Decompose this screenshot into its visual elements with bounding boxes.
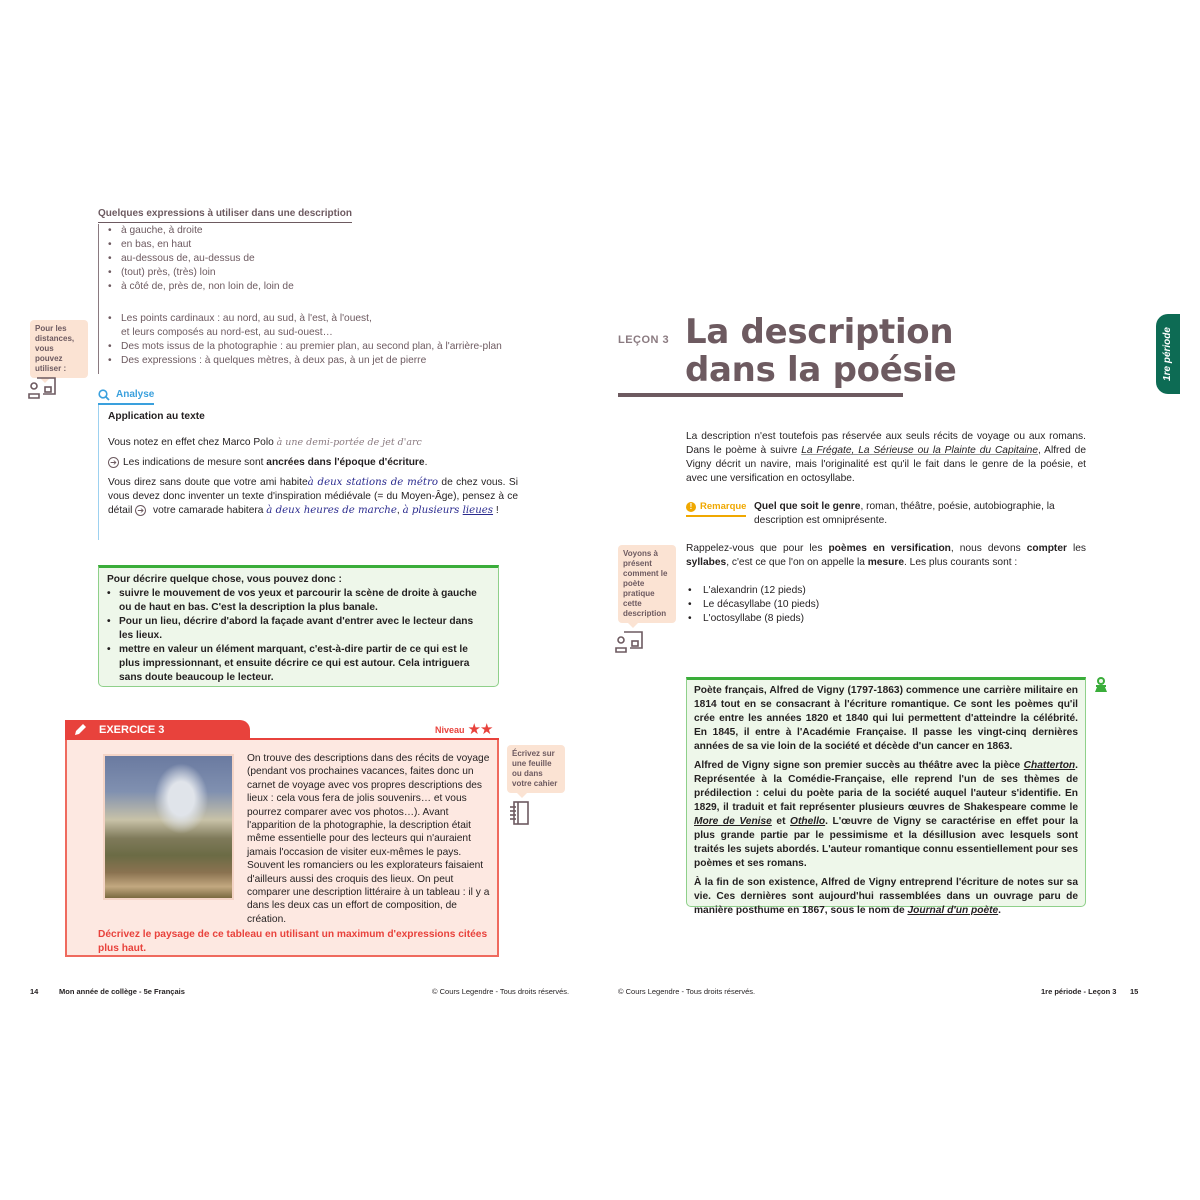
analyse-paragraph-3: Vous direz sans doute que votre ami habiteà deux stations de métro de chez vous. Si vous devez donc inventer un texte d'inspiration médiévale (= du Moyen-Âge), pensez à ce détail ➔ votre camarade habitera à deux heures de marche, à plusieurs lieues ! [108, 477, 518, 516]
analyse-paragraph-1: Vous notez en effet chez Marco Polo à une demi-portée de jet d'arc [108, 437, 422, 448]
verse-measures-list [688, 584, 819, 626]
teacher-board-icon [614, 630, 644, 654]
exercise-text: On trouve des descriptions dans des récits de voyage (pendant vos prochaines vacances, faites donc un carnet de voyage avec vos propres descriptions des lieux : cela vous fera de jolis souvenirs… et vous pourrez comparer avec vos photos…). Avant l'apparition de la photographie, la description était même essentielle pour des lecteurs qui n'auraient jamais l'occasion de visiter eux-mêmes le pays. Souvent les romanciers ou les explorateurs faisaient d'ailleurs aussi des croquis des lieux. On peut comparer une description littéraire à un tableau : il y a dans les deux cas un effort de composition, de création. [247, 753, 490, 925]
list-item: • mettre en valeur un élément marquant, c'est-à-dire partir de ce qui est le plus impressionnant, et ensuite décrire ce qui est autour. Cela intriguera sans doute beaucoup le lecteur. [107, 643, 490, 685]
level-indicator [435, 723, 492, 737]
list-item: • Des expressions : à quelques mètres, à deux pas, à un jet de pierre [121, 354, 518, 368]
list-item: • à gauche, à droite [121, 224, 518, 238]
author-bio-box [686, 677, 1086, 916]
remarque-tag: ! Remarque [686, 500, 746, 517]
lesson-label: LEÇON 3 [618, 334, 670, 346]
exercise-header [65, 720, 250, 740]
work-title: Chatterton [1023, 760, 1076, 771]
tips-list [107, 587, 490, 685]
magnifier-icon [98, 389, 110, 401]
analyse-subtitle: Application au texte [108, 411, 205, 422]
side-note-write: Écrivez sur une feuille ou dans votre cahier [507, 745, 565, 793]
star-icon: ★★ [467, 721, 493, 738]
teacher-board-icon [27, 376, 57, 400]
list-item: • en bas, en haut [121, 238, 518, 252]
side-note-poet: Voyons à présent comment le poète pratique cette description [618, 545, 676, 623]
work-title: More de Venise [694, 816, 772, 827]
intro-paragraph: La description n'est toutefois pas réservée aux seuls récits de voyage ou aux romans. Dans le poème à suivre La Frégate, La Sérieuse ou la Plainte du Capitaine, Alfred de Vigny décrit un navire, mais l'originalité est qu'il le fait dans le genre de la poésie, et avec une versification en octosyllabe. [686, 431, 1086, 484]
bio-paragraph-3: À la fin de son existence, Alfred de Vigny entreprend l'écriture de notes sur sa vie. Ces dernières sont aujourd'hui rassemblées dans un ouvrage paru de manière posthume en 1867, sous le nom de Journal d'un poète. [694, 877, 1078, 916]
painting-image [103, 754, 234, 900]
level-label: Niveau [435, 725, 465, 735]
expressions-panel [98, 224, 518, 374]
bio-paragraph-2: Alfred de Vigny signe son premier succès au théâtre avec la pièce Chatterton. Représentée à la Comédie-Française, elle reprend l'un de ses thèmes de prédilection : celui du poète paria de la société auquel l'auteur s'identifie. En 1829, il traduit et fait représenter plusieurs œuvres de Shakespeare comme le More de Venise et Othello. L'œuvre de Vigny se caractérise en effet pour la plus grande partie par le pessimisme et la désillusion avec lesquels sont traités les sujets abordés. L'auteur romantique connu essentiellement pour ses poèmes et ses romans. [694, 760, 1078, 869]
book-title: Mon année de collège - 5e Français [59, 987, 185, 996]
list-item: • L'alexandrin (12 pieds) [688, 584, 819, 598]
work-title: Journal d'un poète [907, 905, 999, 916]
expressions-list-basic [121, 224, 518, 294]
list-item: • à côté de, près de, non loin de, loin de [121, 280, 518, 294]
notebook-icon [508, 800, 530, 826]
exercise-title: EXERCICE 3 [99, 724, 165, 736]
list-item: • Les points cardinaux : au nord, au sud, à l'est, à l'ouest, et leurs composés au nord-est, au sud-ouest… [121, 312, 518, 340]
handwritten-text: à deux heures de marche [266, 505, 397, 516]
title-underline [618, 393, 903, 397]
handwritten-text: à plusieurs [402, 505, 463, 516]
pencil-icon [73, 723, 87, 737]
tips-box [98, 565, 499, 687]
exclamation-icon: ! [686, 502, 696, 512]
page-number-left: 14 [30, 987, 39, 996]
remarque-text: Quel que soit le genre, roman, théâtre, poésie, autobiographie, la description est omniprésente. [754, 501, 1055, 526]
handwritten-text: lieues [462, 505, 494, 516]
versification-paragraph: Rappelez-vous que pour les poèmes en versification, nous devons compter les syllabes, c'est ce que l'on on appelle la mesure. Les plus courants sont : [686, 543, 1086, 568]
list-item: • Le décasyllabe (10 pieds) [688, 598, 819, 612]
section-label: 1re période - Leçon 3 [1041, 987, 1117, 996]
expressions-list-distances [121, 312, 518, 368]
list-item: • suivre le mouvement de vos yeux et parcourir la scène de droite à gauche ou de haut en bas. C'est la description la plus banale. [107, 587, 490, 615]
list-item: • (tout) près, (très) loin [121, 266, 518, 280]
analyse-label: Analyse [116, 389, 155, 400]
author-bust-icon [1094, 676, 1108, 692]
analyse-tab [98, 388, 154, 405]
copyright-left: © Cours Legendre - Tous droits réservés. [432, 987, 570, 996]
analyse-paragraph-2: ➔ Les indications de mesure sont ancrées dans l'époque d'écriture. [108, 456, 518, 470]
page-title: La description dans la poésie [685, 312, 957, 390]
list-item: • au-dessous de, au-dessus de [121, 252, 518, 266]
bio-paragraph-1: Poète français, Alfred de Vigny (1797-1863) commence une carrière militaire en 1814 tout en se consacrant à l'écriture romantique. Ce sont les poèmes qu'il crée entre les années 1820 et 1840 qui lui permettent d'atteindre la célébrité. En 1845, il entre à l'Académie Française. Il passe les vingt-cinq dernières années de sa vie loin de la société et décède d'un cancer en 1863. [694, 685, 1078, 752]
tips-intro: Pour décrire quelque chose, vous pouvez donc : [107, 574, 342, 585]
handwritten-text: à deux stations de métro [307, 477, 438, 488]
exercise-instruction: Décrivez le paysage de ce tableau en utilisant un maximum d'expressions citées plus haut. [98, 929, 488, 954]
expressions-title: Quelques expressions à utiliser dans une description [98, 207, 352, 223]
work-title: Othello [790, 816, 826, 827]
side-note-distances: Pour les distances, vous pouvez utiliser : [30, 320, 88, 378]
work-title: La Frégate, La Sérieuse ou la Plainte du Capitaine [801, 445, 1038, 456]
period-tab[interactable]: 1re période [1156, 314, 1180, 394]
list-item: • L'octosyllabe (8 pieds) [688, 612, 819, 626]
list-item: • Pour un lieu, décrire d'abord la façade avant d'entrer avec le lecteur dans les lieux. [107, 615, 490, 643]
arrow-circle-icon: ➔ [135, 505, 146, 516]
quote-text: à une demi-portée de jet d'arc [276, 437, 422, 448]
page-number-right: 15 [1130, 987, 1139, 996]
copyright-right: © Cours Legendre - Tous droits réservés. [618, 987, 756, 996]
analyse-panel [98, 405, 518, 540]
list-item: • Des mots issus de la photographie : au premier plan, au second plan, à l'arrière-plan [121, 340, 518, 354]
arrow-circle-icon: ➔ [108, 457, 119, 468]
